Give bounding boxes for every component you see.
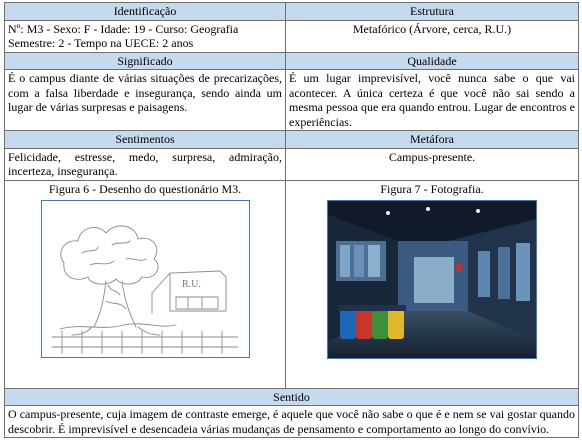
significado-cell: É o campus diante de várias situações de precarizações, com a falsa liberdade e insegurança, sendo ainda um lugar de várias surpresas e paisagens.: [5, 70, 286, 131]
qualidade-cell: É um lugar imprevisível, você nunca sabe o que vai acontecer. A única certeza é que você não sai sendo a mesma pessoa que era quando entrou. Lugar de encontros e experiências.: [286, 70, 579, 131]
figure-7-caption: Figura 7 - Fotografia.: [380, 181, 484, 196]
corridor-photo-image: [328, 201, 536, 358]
analysis-table: [4, 2, 579, 438]
identificacao-line-1: Nº: M3 - Sexo: F - Idade: 19 - Curso: Geografia: [8, 21, 239, 36]
identificacao-cell: [5, 20, 286, 52]
header-estrutura: Estrutura: [286, 3, 579, 21]
header-sentido: Sentido: [5, 388, 579, 406]
campus-photograph: [327, 200, 537, 359]
header-identificacao: Identificação: [5, 3, 286, 21]
header-qualidade: Qualidade: [286, 52, 579, 70]
figure-6-cell: [5, 180, 286, 388]
questionnaire-drawing: [41, 200, 250, 358]
tree-fence-drawing-image: [42, 201, 249, 357]
header-metafora: Metáfora: [286, 131, 579, 149]
sentido-cell: O campus-presente, cuja imagem de contraste emerge, é aquele que você não sabe o que é e nem se vai gostar quando descobrir. É imprevisível e desencadeia várias mudanças de pensamento e comportamento ao longo do convívio.: [5, 406, 579, 438]
sentimentos-cell: Felicidade, estresse, medo, surpresa, admiração, incerteza, insegurança.: [5, 148, 286, 180]
drawing-label-ru: R.U.: [181, 279, 201, 290]
figure-7-cell: [286, 180, 579, 388]
identificacao-line-2: Semestre: 2 - Tempo na UECE: 2 anos: [8, 36, 194, 50]
figure-6-caption: Figura 6 - Desenho do questionário M3.: [48, 181, 242, 196]
header-significado: Significado: [5, 52, 286, 70]
header-sentimentos: Sentimentos: [5, 131, 286, 149]
estrutura-cell: Metafórico (Árvore, cerca, R.U.): [286, 20, 579, 52]
metafora-cell: Campus-presente.: [286, 148, 579, 180]
